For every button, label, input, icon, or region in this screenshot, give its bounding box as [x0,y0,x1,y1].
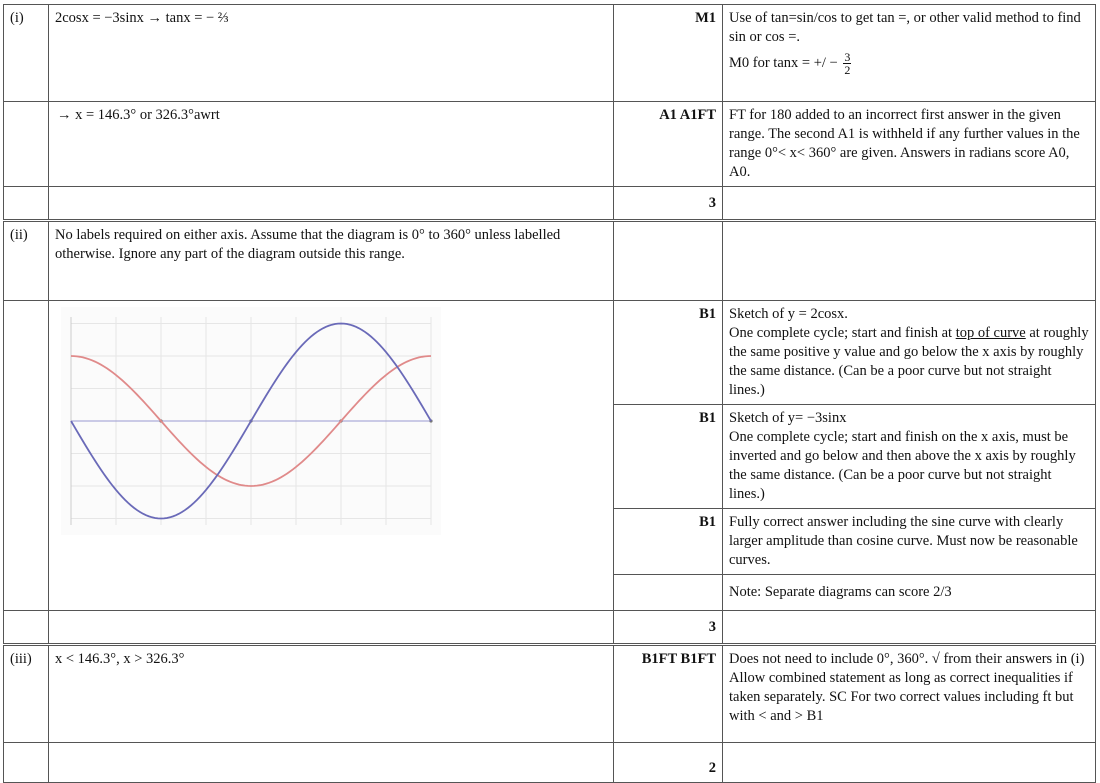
fraction [843,51,851,76]
guidance-cell: FT for 180 added to an incorrect first answer in the given range. The second A1 is withheld if any further values in the range 0°< x< 360° are given. Answers in radians score A0, A0. [723,102,1096,187]
guidance-text [729,51,1089,76]
question-number [4,187,49,221]
guidance-text [729,324,1089,400]
guidance-cell: Does not need to include 0°, 360°. √ from their answers in (i) Allow combined statement as long as correct inequalities if taken separately. SC For two correct values including ft but with < and > B1 [723,645,1096,743]
guidance-note: Note: Separate diagrams can score 2/3 [723,575,1096,611]
total-mark: 3 [614,611,723,645]
underlined-text: top of curve [955,325,1026,341]
answer-cell: x < 146.3°, x > 326.3° [49,645,614,743]
guidance-cell [723,221,1096,301]
mark-cell: B1 [614,405,723,509]
guidance-text: at roughly the same positive y value and go below the x axis by roughly the same distance. (Can be a poor curve but not straight lines.) [729,325,1089,398]
answer-cell [49,301,614,611]
question-number [4,743,49,783]
mark-scheme-table [3,4,1096,783]
guidance-cell [723,611,1096,645]
mark-cell: M1 [614,5,723,102]
mark-cell: B1FT B1FT [614,645,723,743]
mark-cell [614,575,723,611]
question-number: (iii) [4,645,49,743]
total-mark: 3 [614,187,723,221]
guidance-cell [723,187,1096,221]
guidance-text: M0 for tanx = +/ − [729,54,838,71]
question-number [4,611,49,645]
sketch-graph [61,307,441,535]
fraction-denominator: 2 [844,63,851,77]
answer-cell [49,611,614,645]
guidance-cell [723,5,1096,102]
answer-cell [49,187,614,221]
mark-cell: B1 [614,509,723,575]
guidance-text: Use of tan=sin/cos to get tan =, or other valid method to find sin or cos =. [729,10,1081,45]
guidance-cell [723,743,1096,783]
guidance-cell [723,405,1096,509]
answer-cell: → x = 146.3° or 326.3°awrt [49,102,614,187]
guidance-text: Sketch of y = 2cosx. [729,306,848,322]
answer-cell [49,743,614,783]
mark-cell: A1 A1FT [614,102,723,187]
answer-cell: 2cosx = −3sinx → tanx = − ⅔ [49,5,614,102]
guidance-cell: Fully correct answer including the sine curve with clearly larger amplitude than cosine curve. Must now be reasonable curves. [723,509,1096,575]
fraction-numerator: 3 [844,50,851,64]
guidance-text: One complete cycle; start and finish on the x axis, must be inverted and go below and then above the x axis by roughly the same distance. (Can be a poor curve but not straight lines.) [729,429,1076,502]
total-mark: 2 [614,743,723,783]
mark-cell [614,221,723,301]
guidance-text: Sketch of y= −3sinx [729,410,847,426]
question-number [4,301,49,611]
answer-cell: No labels required on either axis. Assume that the diagram is 0° to 360° unless labelled otherwise. Ignore any part of the diagram outside this range. [49,221,614,301]
question-number [4,102,49,187]
question-number: (ii) [4,221,49,301]
guidance-text: One complete cycle; start and finish at [729,325,956,341]
guidance-cell [723,301,1096,405]
question-number: (i) [4,5,49,102]
mark-cell: B1 [614,301,723,405]
